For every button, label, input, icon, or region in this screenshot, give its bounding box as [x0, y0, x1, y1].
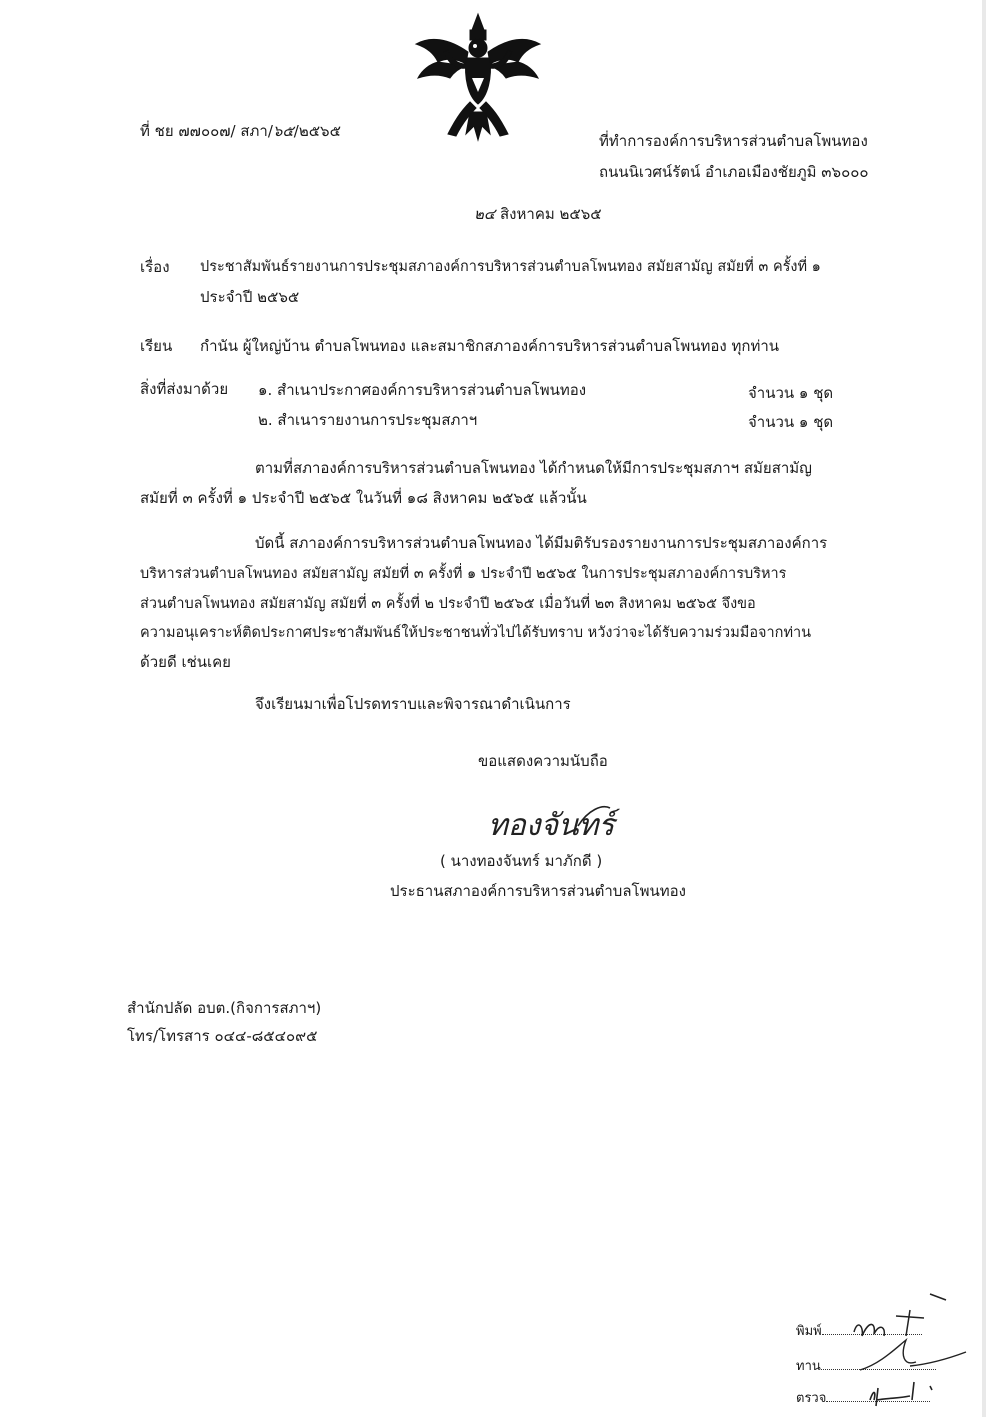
subject-line2: ประจำปี ๒๕๖๕ — [200, 288, 300, 306]
closing-salutation: ขอแสดงความนับถือ — [478, 752, 608, 770]
doc-number-handwritten: ๖๕ — [272, 122, 294, 140]
body-para2-line3: ส่วนตำบลโพนทอง สมัยสามัญ สมัยที่ ๓ ครั้งที่ ๒ ประจำปี ๒๕๖๕ เมื่อวันที่ ๒๓ สิงหาคม ๒๕๖๕ จึงขอ — [140, 596, 756, 612]
office-address-line1: ที่ทำการองค์การบริหารส่วนตำบลโพนทอง — [599, 132, 868, 150]
signature-flourish — [484, 796, 614, 846]
garuda-emblem-icon — [408, 8, 548, 148]
date-handwritten-day: ๒๔ — [474, 205, 496, 223]
footer-department: สำนักปลัด อบต.(กิจการสภาฯ) — [127, 999, 322, 1017]
subject-line1: ประชาสัมพันธ์รายงานการประชุมสภาองค์การบริหารส่วนตำบลโพนทอง สมัยสามัญ สมัยที่ ๓ ครั้งที่ ๑ — [200, 259, 821, 275]
enclosure-qty: จำนวน ๑ ชุด — [748, 413, 834, 431]
scan-edge — [982, 0, 986, 1417]
subject-label: เรื่อง — [140, 258, 170, 276]
signatory-name: ( นางทองจันทร์ มาภักดี ) — [440, 852, 603, 870]
footer-phone: โทร/โทรสาร ๐๔๔-๘๕๔๐๙๕ — [127, 1027, 318, 1045]
initials-scribble — [840, 1288, 970, 1413]
doc-number-prefix: ที่ ชย ๗๗๐๐๗/ สภา/ — [140, 122, 273, 140]
body-para1-line2: สมัยที่ ๓ ครั้งที่ ๑ ประจำปี ๒๕๖๕ ในวันที่ ๑๘ สิงหาคม ๒๕๖๕ แล้วนั้น — [140, 489, 587, 507]
doc-number-year: /๒๕๖๕ — [293, 122, 341, 140]
enclosure-item: ๑. สำเนาประกาศองค์การบริหารส่วนตำบลโพนทอง — [258, 381, 587, 399]
stamp-checked-label: ทาน — [796, 1359, 821, 1374]
letter-date — [474, 204, 602, 224]
handwritten-signature: ทองจันทร์ — [488, 808, 615, 843]
office-address-line2: ถนนนิเวศน์รัตน์ อำเภอเมืองชัยภูมิ ๓๖๐๐๐ — [599, 163, 869, 181]
enclosures-label: สิ่งที่ส่งมาด้วย — [140, 380, 229, 398]
signatory-position: ประธานสภาองค์การบริหารส่วนตำบลโพนทอง — [390, 882, 686, 900]
body-para1-line1: ตามที่สภาองค์การบริหารส่วนตำบลโพนทอง ได้กำหนดให้มีการประชุมสภาฯ สมัยสามัญ — [255, 459, 812, 477]
date-month-year: สิงหาคม ๒๕๖๕ — [500, 205, 602, 223]
enclosure-item: ๒. สำเนารายงานการประชุมสภาฯ — [258, 411, 478, 429]
enclosure-qty: จำนวน ๑ ชุด — [748, 384, 834, 402]
stamp-verified-label: ตรวจ — [796, 1391, 827, 1406]
doc-number — [140, 121, 341, 141]
body-para2-line5: ด้วยดี เช่นเคย — [140, 653, 231, 671]
body-para2-line4: ความอนุเคราะห์ติดประกาศประชาสัมพันธ์ให้ประชาชนทั่วไปได้รับทราบ หวังว่าจะได้รับความร่วมมือจากท่าน — [140, 625, 812, 641]
to-text: กำนัน ผู้ใหญ่บ้าน ตำบลโพนทอง และสมาชิกสภาองค์การบริหารส่วนตำบลโพนทอง ทุกท่าน — [200, 337, 780, 355]
stamp-typed-label: พิมพ์ — [796, 1324, 822, 1339]
body-para2-line2: บริหารส่วนตำบลโพนทอง สมัยสามัญ สมัยที่ ๓ ครั้งที่ ๑ ประจำปี ๒๕๖๕ ในการประชุมสภาองค์การบริหาร — [140, 566, 787, 582]
body-para2-line1: บัดนี้ สภาองค์การบริหารส่วนตำบลโพนทอง ได้มีมติรับรองรายงานการประชุมสภาองค์การ — [255, 534, 828, 552]
body-para3: จึงเรียนมาเพื่อโปรดทราบและพิจารณาดำเนินการ — [255, 695, 571, 713]
to-label: เรียน — [140, 337, 173, 355]
